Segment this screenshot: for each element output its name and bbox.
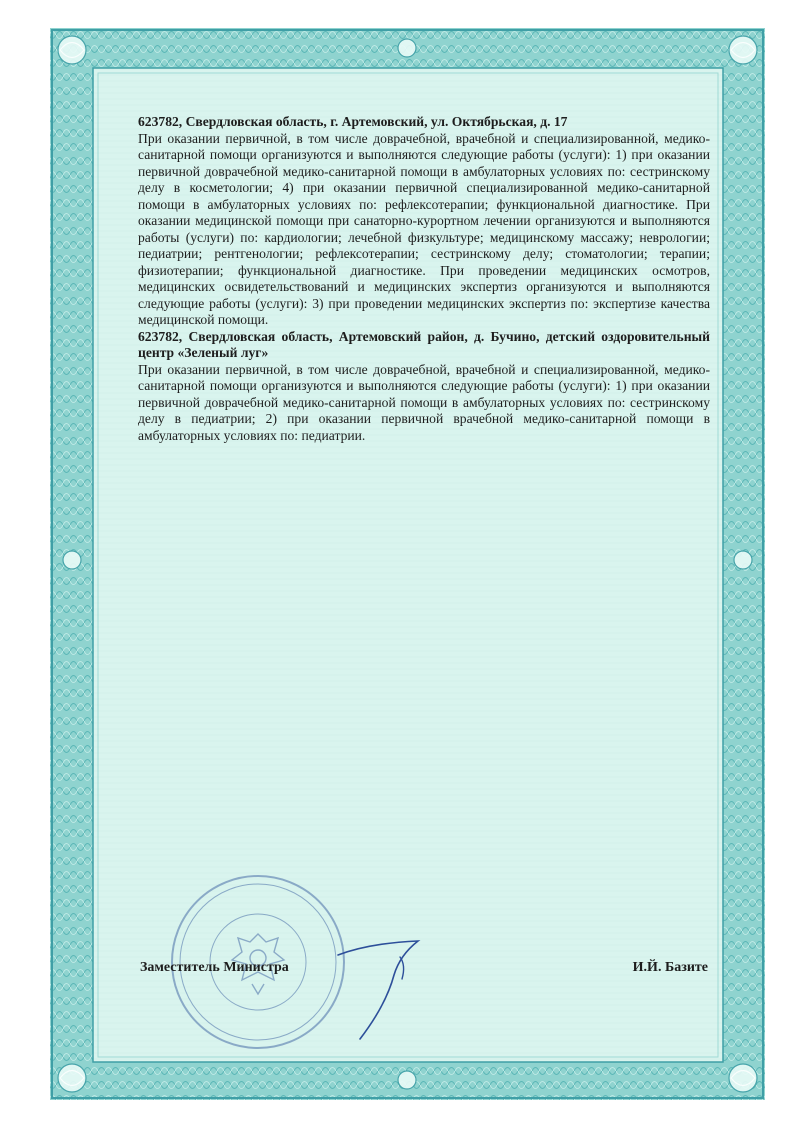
services-paragraph-1: При оказании первичной, в том числе доврачебной, врачебной и специализированной, медико-санитарной помощи организуются и выполняются следующие работы (услуги): 1) при оказании первичной доврачебной медико-санитарной помощи в амбулаторных условиях по: сестринскому делу в косметологии; 4) при оказании первичной специализированной медико-санитарной помощи в амбулаторных условиях по: рефлексотерапии; функциональной диагностике. При оказании медицинской помощи при санаторно-курортном лечении организуются и выполняются работы (услуги) по: кардиологии; лечебной физкультуре; медицинскому массажу; неврологии; педиатрии; рентгенологии; рефлексотерапии; сестринскому делу; стоматологии; терапии; физиотерапии; функциональной диагностике. При проведении медицинских осмотров, медицинских освидетельствований и медицинских экспертиз организуются и выполняются следующие работы (услуги): 3) при проведении медицинских экспертиз по: экспертизе качества медицинской помощи. (138, 130, 710, 327)
signatory-name: И.Й. Базите (632, 960, 708, 975)
document-body (138, 114, 710, 444)
services-paragraph-2: При оказании первичной, в том числе доврачебной, врачебной и специализированной, медико-санитарной помощи организуются и выполняются следующие работы (услуги): 1) при оказании первичной доврачебной медико-санитарной помощи в амбулаторных условиях по: сестринскому делу в педиатрии; 2) при оказании первичной врачебной медико-санитарной помощи в амбулаторных условиях по: педиатрии. (138, 361, 710, 443)
signatory-position: Заместитель Министра (140, 960, 289, 975)
address-line-1: 623782, Свердловская область, г. Артемовский, ул. Октябрьская, д. 17 (138, 114, 568, 129)
address-line-2: 623782, Свердловская область, Артемовский район, д. Бучино, детский оздоровительный центр «Зеленый луг» (138, 328, 710, 360)
handwritten-signature (330, 935, 480, 1045)
